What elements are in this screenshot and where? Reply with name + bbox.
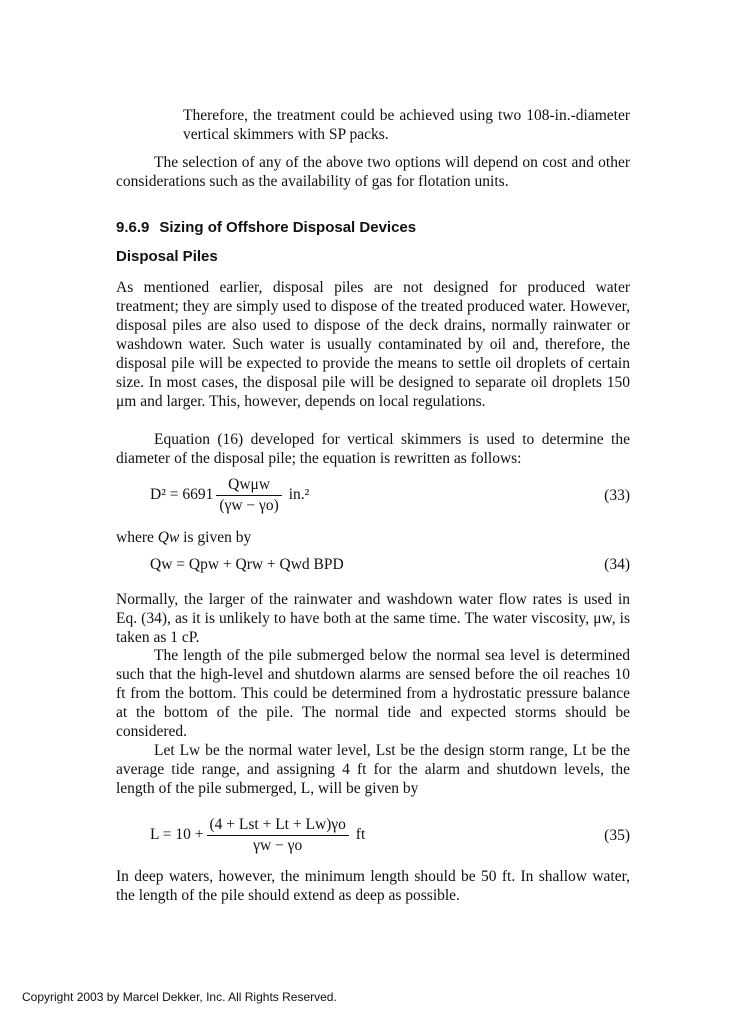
paragraph-treatment-conclusion: Therefore, the treatment could be achieved using two 108-in.-diameter vertical skimmers with SP packs.	[183, 107, 630, 143]
eq33-denominator: (γw − γo)	[219, 497, 279, 514]
where-text: where	[116, 529, 158, 546]
paragraph-let-lw: Let Lw be the normal water level, Lst be the design storm range, Lt be the average tide range, and assigning 4 ft for the alarm and shutdown levels, the length of the pile submerged, L, will be given by	[116, 742, 630, 797]
eq34-text: Qw = Qpw + Qrw + Qwd BPD	[150, 556, 344, 573]
eq35-fraction	[207, 815, 349, 856]
eq33-unit: in.²	[288, 486, 310, 504]
eq35-number: (35)	[604, 827, 630, 844]
paragraph-equation-16-reference: Equation (16) developed for vertical skimmers is used to determine the diameter of the disposal pile; the equation is rewritten as follows:	[116, 431, 630, 467]
paragraph-pile-length: The length of the pile submerged below the normal sea level is determined such that the high-level and shutdown alarms are sensed before the oil reaches 10 ft from the bottom. This could be determined from a hydrostatic pressure balance at the bottom of the pile. The normal tide and expected storms should be considered.	[116, 647, 630, 740]
section-title: Sizing of Offshore Disposal Devices	[159, 219, 417, 236]
eq34-number: (34)	[604, 556, 630, 573]
eq33-number: (33)	[604, 487, 630, 504]
eq35-unit: ft	[355, 826, 366, 844]
paragraph-flow-rates: Normally, the larger of the rainwater and washdown water flow rates is used in Eq. (34), as it is unlikely to have both at the same time. The water viscosity, μw, is taken as 1 cP.	[116, 591, 630, 646]
subsection-heading: Disposal Piles	[116, 248, 218, 265]
inline-qw: Qw	[157, 529, 180, 546]
section-number: 9.6.9	[116, 219, 150, 236]
eq35-numerator: (4 + Lst + Lt + Lw)γo	[207, 815, 349, 836]
eq35-lhs: L = 10 +	[150, 826, 204, 844]
equation-35	[150, 815, 630, 856]
equation-33	[150, 475, 630, 516]
eq33-lhs: D² = 6691	[150, 486, 214, 504]
equation-34	[150, 556, 630, 574]
given-by-text: is given by	[179, 529, 252, 546]
eq33-fraction	[216, 475, 281, 516]
paragraph-selection-options: The selection of any of the above two options will depend on cost and other considerations such as the availability of gas for flotation units.	[116, 154, 630, 190]
eq35-denominator: γw − γo	[253, 837, 303, 854]
paragraph-deep-waters: In deep waters, however, the minimum length should be 50 ft. In shallow water, the length of the pile should extend as deep as possible.	[116, 868, 630, 904]
eq33-numerator: Qwμw	[216, 475, 281, 496]
paragraph-disposal-piles-intro: As mentioned earlier, disposal piles are not designed for produced water treatment; they are simply used to dispose of the treated produced water. However, disposal piles are also used to dispose of the deck drains, normally rainwater or washdown water. Such water is usually contaminated by oil and, therefore, the disposal pile will be expected to provide the means to settle oil droplets of certain size. In most cases, the disposal pile will be designed to separate oil droplets 150 μm and larger. This, however, depends on local regulations.	[116, 279, 630, 410]
copyright-footer: Copyright 2003 by Marcel Dekker, Inc. All Rights Reserved.	[22, 990, 337, 1004]
paragraph-where-qw	[116, 528, 630, 547]
section-heading	[116, 219, 416, 236]
